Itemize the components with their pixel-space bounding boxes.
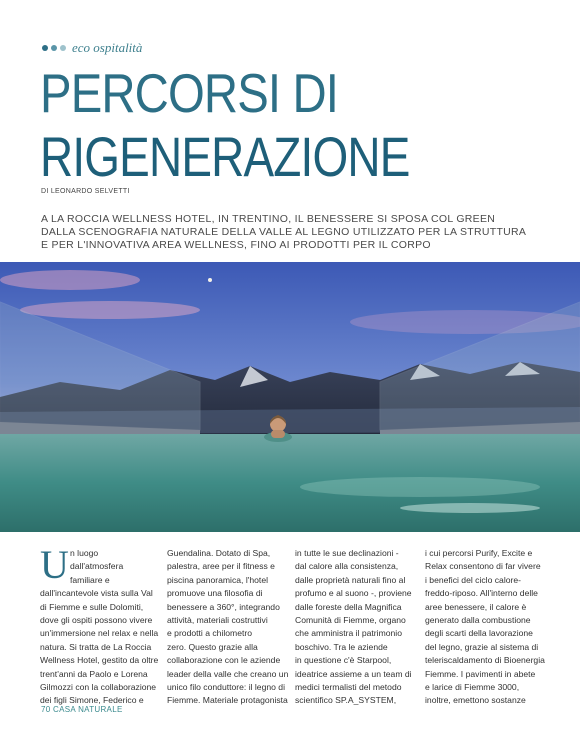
article-title	[40, 62, 491, 188]
body-column-3	[295, 547, 413, 708]
kicker-dot	[42, 45, 48, 51]
body-line: Relax consentono di far vivere	[425, 561, 541, 572]
page-footer	[41, 705, 123, 714]
body-line: trent'anni da Paolo e Lorena	[40, 668, 148, 679]
body-line: scientifico SP.A_SYSTEM,	[295, 695, 397, 706]
section-kicker	[42, 40, 142, 56]
body-line: Gilmozzi con la collaborazione	[40, 682, 157, 693]
body-line: Comunità di Fiemme, organo	[295, 615, 406, 626]
drop-cap: U	[40, 542, 69, 587]
body-line: profumo e al suono -, proviene	[295, 588, 412, 599]
body-line: freddo-riposo. All'interno delle	[425, 588, 538, 599]
body-line: promuove una filosofia di	[167, 588, 263, 599]
body-line: Fiemme. Materiale protagonista	[167, 695, 288, 706]
page-number: 70	[41, 705, 51, 714]
body-line: e prodotti a chilometro	[167, 628, 253, 639]
body-line: natura. Si tratta de La Roccia	[40, 641, 152, 652]
body-line: Fiemme. I pavimenti in abete	[425, 668, 536, 679]
body-line: dalle proprietà naturali fino al	[295, 574, 406, 585]
body-line: piscina panoramica, l'hotel	[167, 574, 269, 585]
body-line: dall'incantevole vista sulla Val	[40, 588, 153, 599]
kicker-dot	[51, 45, 57, 51]
lead-line: E PER L'INNOVATIVA AREA WELLNESS, FINO AI PRODOTTI PER IL CORPO	[41, 239, 431, 251]
body-line: del legno, grazie al sistema di	[425, 641, 539, 652]
body-line: ideatrice assieme a un team di	[295, 668, 412, 679]
body-line: un'immersione nel relax e nella	[40, 628, 159, 639]
lead-line: DALLA SCENOGRAFIA NATURALE DELLA VALLE AL LEGNO UTILIZZATO PER LA STRUTTURA	[41, 226, 527, 238]
body-line: familiare e	[70, 574, 110, 585]
body-line: dal calore alla consistenza,	[295, 561, 399, 572]
body-column-4	[425, 547, 543, 708]
lead-paragraph	[41, 213, 541, 252]
body-line: in questione c'è Starpool,	[295, 655, 392, 666]
body-line: in tutte le sue declinazioni -	[295, 548, 399, 558]
body-line: dalle foreste della Magnifica	[295, 601, 402, 612]
body-line: teleriscaldamento di Bioenergia	[425, 655, 545, 666]
title-line-2: RIGENERAZIONE	[40, 125, 410, 188]
body-line: n luogo	[70, 548, 99, 558]
magazine-section: CASA NATURALE	[53, 705, 123, 714]
body-line: degli scarti della lavorazione	[425, 628, 533, 639]
body-line: e larice di Fiemme 3000,	[425, 682, 520, 693]
hero-photo	[0, 262, 580, 532]
body-line: inoltre, emettono sostanze	[425, 695, 526, 706]
kicker-label: eco ospitalità	[72, 40, 143, 55]
body-line: Guendalina. Dotato di Spa,	[167, 548, 271, 558]
body-line: dove gli ospiti possono vivere	[40, 615, 153, 626]
lead-line: A LA ROCCIA WELLNESS HOTEL, IN TRENTINO, IL BENESSERE SI SPOSA COL GREEN	[41, 213, 496, 225]
body-line: di Fiemme e sulle Dolomiti,	[40, 601, 144, 612]
body-line: boschivo. Tra le aziende	[295, 641, 388, 652]
body-line: generato dalla combustione	[425, 615, 531, 626]
body-line: dall'atmosfera	[70, 561, 124, 572]
body-line: benessere a 360°, integrando	[167, 601, 280, 612]
byline: DI LEONARDO SELVETTI	[41, 188, 130, 195]
kicker-dots	[42, 45, 66, 51]
body-line: Wellness Hotel, gestito da oltre	[40, 655, 159, 666]
body-line: unico filo conduttore: il legno di	[167, 682, 286, 693]
kicker-dot	[60, 45, 66, 51]
body-line: collaborazione con le aziende	[167, 655, 281, 666]
body-line: leader della valle che creano un	[167, 668, 289, 679]
body-line: zero. Questo grazie alla	[167, 641, 258, 652]
body-column-1	[40, 542, 159, 708]
body-line: medici termalisti del metodo	[295, 682, 402, 693]
body-line: attività, materiali costruttivi	[167, 615, 268, 626]
body-line: dei figli Simone, Federico e	[40, 695, 144, 706]
body-line: aree benessere, il calore è	[425, 601, 527, 612]
body-column-2	[167, 547, 289, 708]
body-line: i benefici del ciclo calore-	[425, 574, 522, 585]
body-line: i cui percorsi Purify, Excite e	[425, 548, 533, 558]
pool-scene-image	[0, 262, 580, 532]
body-line: che amministra il patrimonio	[295, 628, 402, 639]
body-line: palestra, aree per il fitness e	[167, 561, 275, 572]
title-line-1: PERCORSI DI	[40, 62, 339, 124]
